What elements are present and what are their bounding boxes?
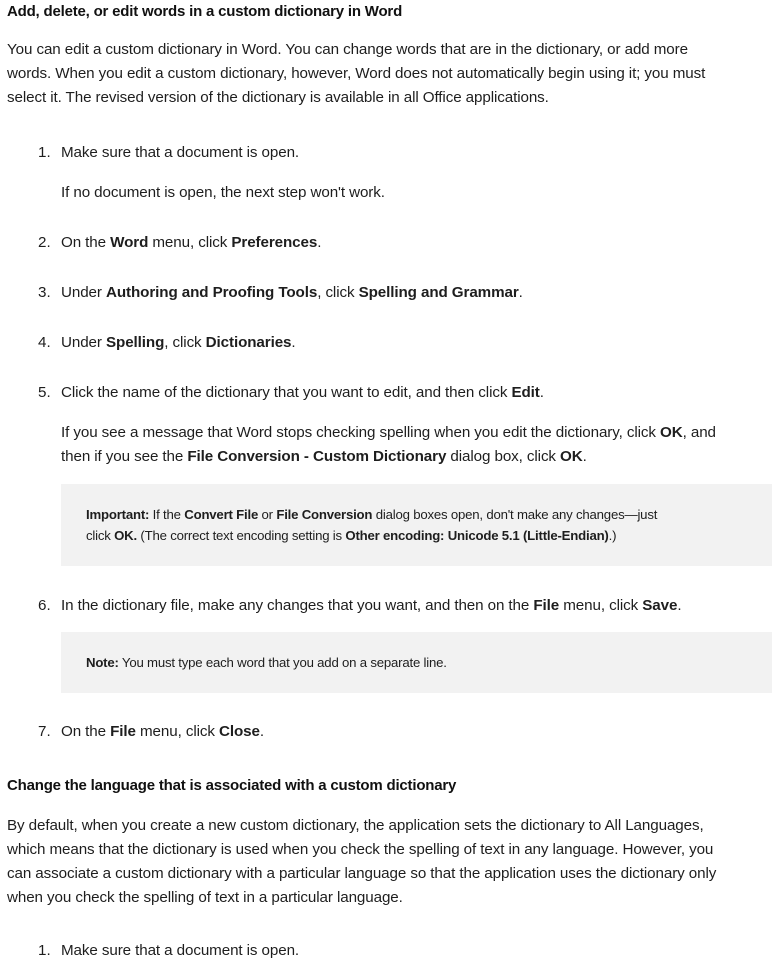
step-text bbox=[61, 384, 544, 401]
text: menu, click bbox=[559, 597, 643, 614]
intro-line: which means that the dictionary is used when you check the spelling of text in any language. However, you bbox=[7, 841, 714, 858]
text: On the bbox=[61, 234, 111, 251]
text: In the dictionary file, make any changes that you want, and then on the bbox=[61, 597, 534, 614]
step-text bbox=[61, 284, 523, 301]
ui-label: Spelling bbox=[106, 334, 165, 351]
section-heading: Add, delete, or edit words in a custom dictionary in Word bbox=[7, 3, 403, 20]
step-number: 6. bbox=[38, 597, 51, 614]
text: menu, click bbox=[135, 723, 219, 740]
text: . bbox=[317, 234, 322, 251]
step-number: 7. bbox=[38, 723, 51, 740]
ui-label: Authoring and Proofing Tools bbox=[106, 284, 318, 301]
ui-label: Save bbox=[642, 597, 678, 614]
step-number: 5. bbox=[38, 384, 51, 401]
note-callout bbox=[61, 632, 772, 693]
ui-label: Dictionaries bbox=[205, 334, 292, 351]
step-note bbox=[61, 424, 716, 441]
step-text bbox=[61, 597, 681, 614]
step-text: Make sure that a document is open. bbox=[61, 942, 300, 959]
menu-name: File bbox=[533, 597, 560, 614]
ui-label: Preferences bbox=[231, 234, 318, 251]
text: . bbox=[582, 448, 587, 465]
text: Click the name of the dictionary that you want to edit, and then click bbox=[61, 384, 512, 401]
text: then if you see the bbox=[61, 448, 188, 465]
text: . bbox=[518, 284, 523, 301]
step-number: 1. bbox=[38, 942, 51, 959]
step-text: Make sure that a document is open. bbox=[61, 144, 300, 161]
step-number: 4. bbox=[38, 334, 51, 351]
ui-label: OK bbox=[660, 424, 683, 441]
text: click bbox=[86, 528, 115, 543]
ui-label: File Conversion bbox=[276, 507, 373, 522]
step-number: 1. bbox=[38, 144, 51, 161]
ui-label: OK. bbox=[114, 528, 137, 543]
step-text bbox=[61, 234, 321, 251]
ui-label: Spelling and Grammar bbox=[358, 284, 519, 301]
text: , click bbox=[317, 284, 359, 301]
intro-line: You can edit a custom dictionary in Word. You can change words that are in the dictionary, or add more bbox=[7, 41, 688, 58]
text: menu, click bbox=[148, 234, 232, 251]
text: , and bbox=[682, 424, 716, 441]
ui-label: Close bbox=[219, 723, 260, 740]
text: . bbox=[539, 384, 544, 401]
step-note bbox=[61, 448, 587, 465]
text: or bbox=[258, 507, 277, 522]
important-callout bbox=[61, 484, 772, 566]
text: , click bbox=[164, 334, 206, 351]
callout-line bbox=[86, 652, 447, 674]
callout-line bbox=[86, 525, 616, 547]
text: Under bbox=[61, 334, 106, 351]
step-text bbox=[61, 723, 264, 740]
text: You must type each word that you add on a separate line. bbox=[118, 655, 447, 670]
intro-line: when you check the spelling of text in a particular language. bbox=[7, 889, 403, 906]
text: .) bbox=[608, 528, 617, 543]
callout-label: Note: bbox=[86, 655, 119, 670]
text: . bbox=[677, 597, 682, 614]
text: dialog boxes open, don't make any changes—just bbox=[372, 507, 658, 522]
text: . bbox=[259, 723, 264, 740]
callout-line bbox=[86, 504, 657, 526]
ui-label: Other encoding: Unicode 5.1 (Little-Endian) bbox=[345, 528, 609, 543]
ui-label: Edit bbox=[511, 384, 540, 401]
menu-name: File bbox=[110, 723, 136, 740]
ui-label: OK bbox=[560, 448, 583, 465]
intro-line: By default, when you create a new custom dictionary, the application sets the dictionary to All Languages, bbox=[7, 817, 704, 834]
step-text bbox=[61, 334, 296, 351]
intro-line: can associate a custom dictionary with a particular language so that the application uses the dictionary only bbox=[7, 865, 717, 882]
text: If the bbox=[149, 507, 185, 522]
text: If you see a message that Word stops checking spelling when you edit the dictionary, click bbox=[61, 424, 661, 441]
menu-name: Word bbox=[110, 234, 149, 251]
ui-label: File Conversion - Custom Dictionary bbox=[187, 448, 447, 465]
step-number: 3. bbox=[38, 284, 51, 301]
step-number: 2. bbox=[38, 234, 51, 251]
text: On the bbox=[61, 723, 111, 740]
intro-line: select it. The revised version of the dictionary is available in all Office applications. bbox=[7, 89, 549, 106]
ui-label: Convert File bbox=[184, 507, 259, 522]
intro-line: words. When you edit a custom dictionary, however, Word does not automatically begin using it; you must bbox=[7, 65, 706, 82]
text: . bbox=[291, 334, 296, 351]
text: (The correct text encoding setting is bbox=[136, 528, 346, 543]
text: dialog box, click bbox=[446, 448, 561, 465]
callout-label: Important: bbox=[86, 507, 150, 522]
section-heading: Change the language that is associated with a custom dictionary bbox=[7, 777, 457, 794]
text: Under bbox=[61, 284, 106, 301]
step-note: If no document is open, the next step won't work. bbox=[61, 184, 385, 201]
